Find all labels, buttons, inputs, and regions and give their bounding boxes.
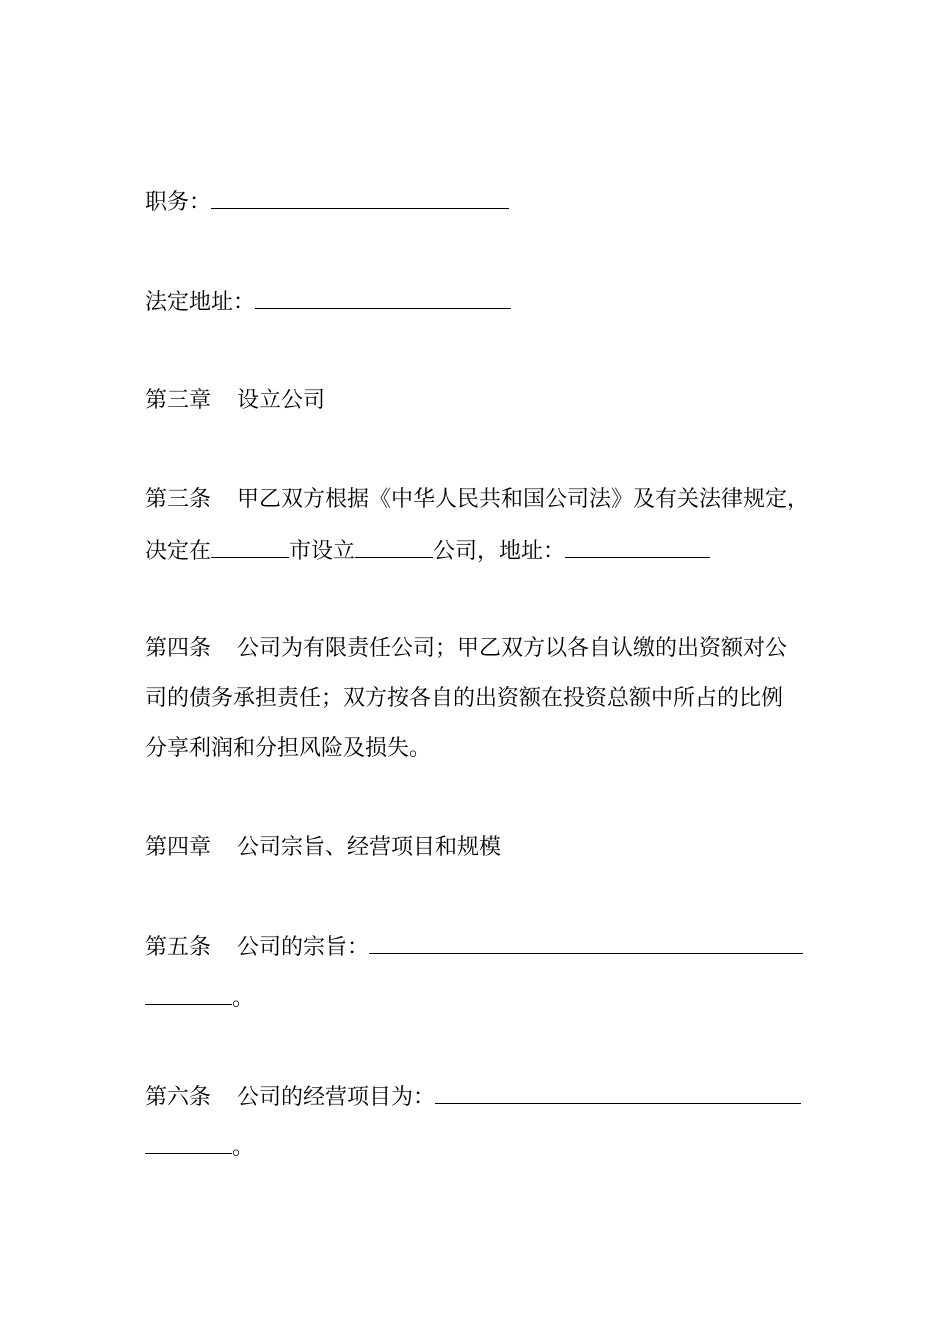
chapter-3-number: 第三章 [145,388,212,413]
article-5-number: 第五条 [145,935,212,960]
article-6-line-1 [145,1081,801,1113]
purpose-blank[interactable] [369,931,803,954]
address-field [145,286,511,318]
article-5-line-2 [145,982,254,1014]
article-3-line-2 [145,535,710,567]
city-blank[interactable] [211,535,289,558]
chapter-4-number: 第四章 [145,835,212,860]
business-scope-blank[interactable] [435,1081,801,1104]
company-name-blank[interactable] [355,535,433,558]
chapter-4-heading [145,832,501,864]
article-6-text: 公司的经营项目为： [237,1085,436,1110]
article-3-seg-2: 市设立 [289,539,356,564]
article-5-line-1 [145,931,803,963]
business-scope-blank-continued[interactable] [145,1131,232,1154]
article-3-number: 第三条 [145,487,212,512]
article-4-text-3: 分享利润和分担风险及损失。 [145,736,432,761]
position-blank[interactable] [211,186,509,209]
article-5-text: 公司的宗旨： [237,935,370,960]
article-4-number: 第四条 [145,636,212,661]
article-4-line-3 [145,733,431,765]
article-6-end: 。 [232,1135,255,1160]
chapter-3-heading [145,385,325,417]
chapter-4-title: 公司宗旨、经营项目和规模 [237,835,502,860]
article-6-line-2 [145,1131,254,1163]
article-3-line-1 [145,484,809,516]
article-6-number: 第六条 [145,1085,212,1110]
position-field [145,186,509,218]
article-5-end: 。 [232,986,255,1011]
address-blank[interactable] [255,286,511,309]
company-address-blank[interactable] [565,535,710,558]
position-label: 职务： [145,190,212,215]
article-3-text-1: 甲乙双方根据《中华人民共和国公司法》及有关法律规定， [237,487,810,512]
address-label: 法定地址： [145,290,256,315]
purpose-blank-continued[interactable] [145,982,232,1005]
article-4-line-2 [145,683,783,715]
article-4-text-2: 司的债务承担责任；双方按各自的出资额在投资总额中所占的比例 [145,686,784,711]
article-3-seg-1: 决定在 [145,539,212,564]
article-4-text-1: 公司为有限责任公司；甲乙双方以各自认缴的出资额对公 [237,636,788,661]
article-3-seg-3: 公司，地址： [433,539,566,564]
chapter-3-title: 设立公司 [237,388,326,413]
article-4-line-1 [145,633,787,665]
